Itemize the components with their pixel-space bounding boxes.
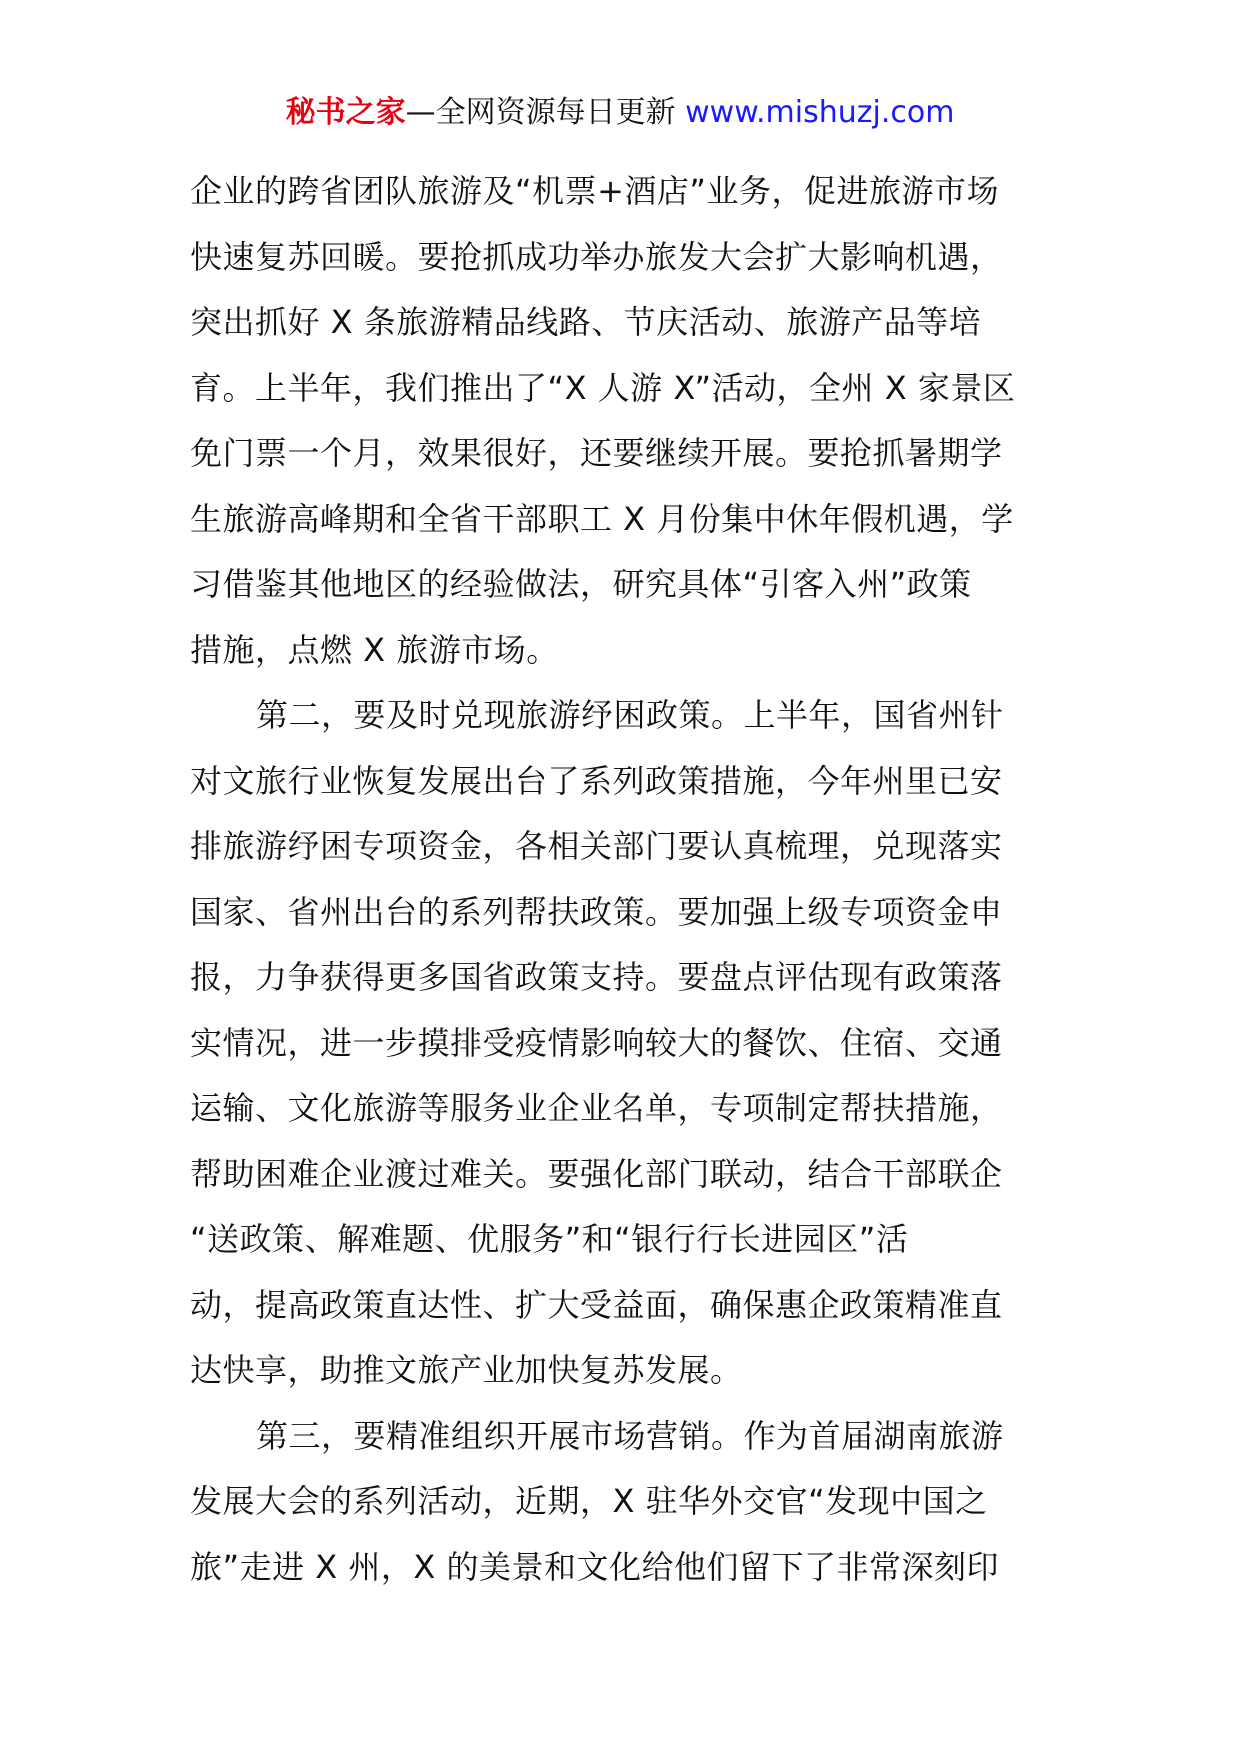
site-slogan: —全网资源每日更新 [405, 95, 676, 130]
text-line: 措施，点燃 X 旅游市场。 [190, 630, 559, 669]
text-line: 习借鉴其他地区的经验做法，研究具体“引客入州”政策 [190, 565, 972, 603]
text-line: 企业的跨省团队旅游及“机票+酒店”业务，促进旅游市场 [190, 172, 999, 210]
text-line: 动，提高政策直达性、扩大受益面，确保惠企政策精准直 [190, 1285, 1003, 1324]
text-line: 实情况，进一步摸排受疫情影响较大的餐饮、住宿、交通 [190, 1023, 1003, 1062]
text-line: 国家、省州出台的系列帮扶政策。要加强上级专项资金申 [190, 892, 1003, 931]
text-line: 免门票一个月，效果很好，还要继续开展。要抢抓暑期学 [190, 434, 1003, 472]
text-line: 快速复苏回暖。要抢抓成功举办旅发大会扩大影响机遇， [190, 237, 1003, 276]
document-body [190, 159, 1060, 1600]
text-line: 报，力争获得更多国省政策支持。要盘点评估现有政策落 [190, 958, 1003, 996]
text-line: “送政策、解难题、优服务”和“银行行长进园区”活 [190, 1220, 909, 1258]
site-header [0, 93, 1240, 133]
text-line: 对文旅行业恢复发展出台了系列政策措施，今年州里已安 [190, 761, 1003, 800]
paragraph-start-line: 第二，要及时兑现旅游纾困政策。上半年，国省州针 [256, 696, 1004, 734]
text-line: 排旅游纾困专项资金，各相关部门要认真梳理，兑现落实 [190, 827, 1003, 865]
paragraph-start-line: 第三，要精准组织开展市场营销。作为首届湖南旅游 [256, 1416, 1004, 1455]
text-line: 生旅游高峰期和全省干部职工 X 月份集中休年假机遇，学 [190, 499, 1014, 538]
text-line: 突出抓好 X 条旅游精品线路、节庆活动、旅游产品等培 [190, 303, 982, 341]
text-line: 发展大会的系列活动，近期，X 驻华外交官“发现中国之 [190, 1482, 988, 1520]
text-line: 育。上半年，我们推出了“X 人游 X”活动，全州 X 家景区 [190, 368, 1016, 407]
text-line: 运输、文化旅游等服务业企业名单，专项制定帮扶措施， [190, 1089, 1003, 1127]
site-brand: 秘书之家 [285, 95, 406, 130]
text-line: 达快享，助推文旅产业加快复苏发展。 [190, 1351, 743, 1389]
site-url-link[interactable]: www.mishuzj.com [685, 95, 955, 130]
text-line: 旅”走进 X 州，X 的美景和文化给他们留下了非常深刻印 [190, 1547, 999, 1586]
text-line: 帮助困难企业渡过难关。要强化部门联动，结合干部联企 [190, 1154, 1003, 1193]
